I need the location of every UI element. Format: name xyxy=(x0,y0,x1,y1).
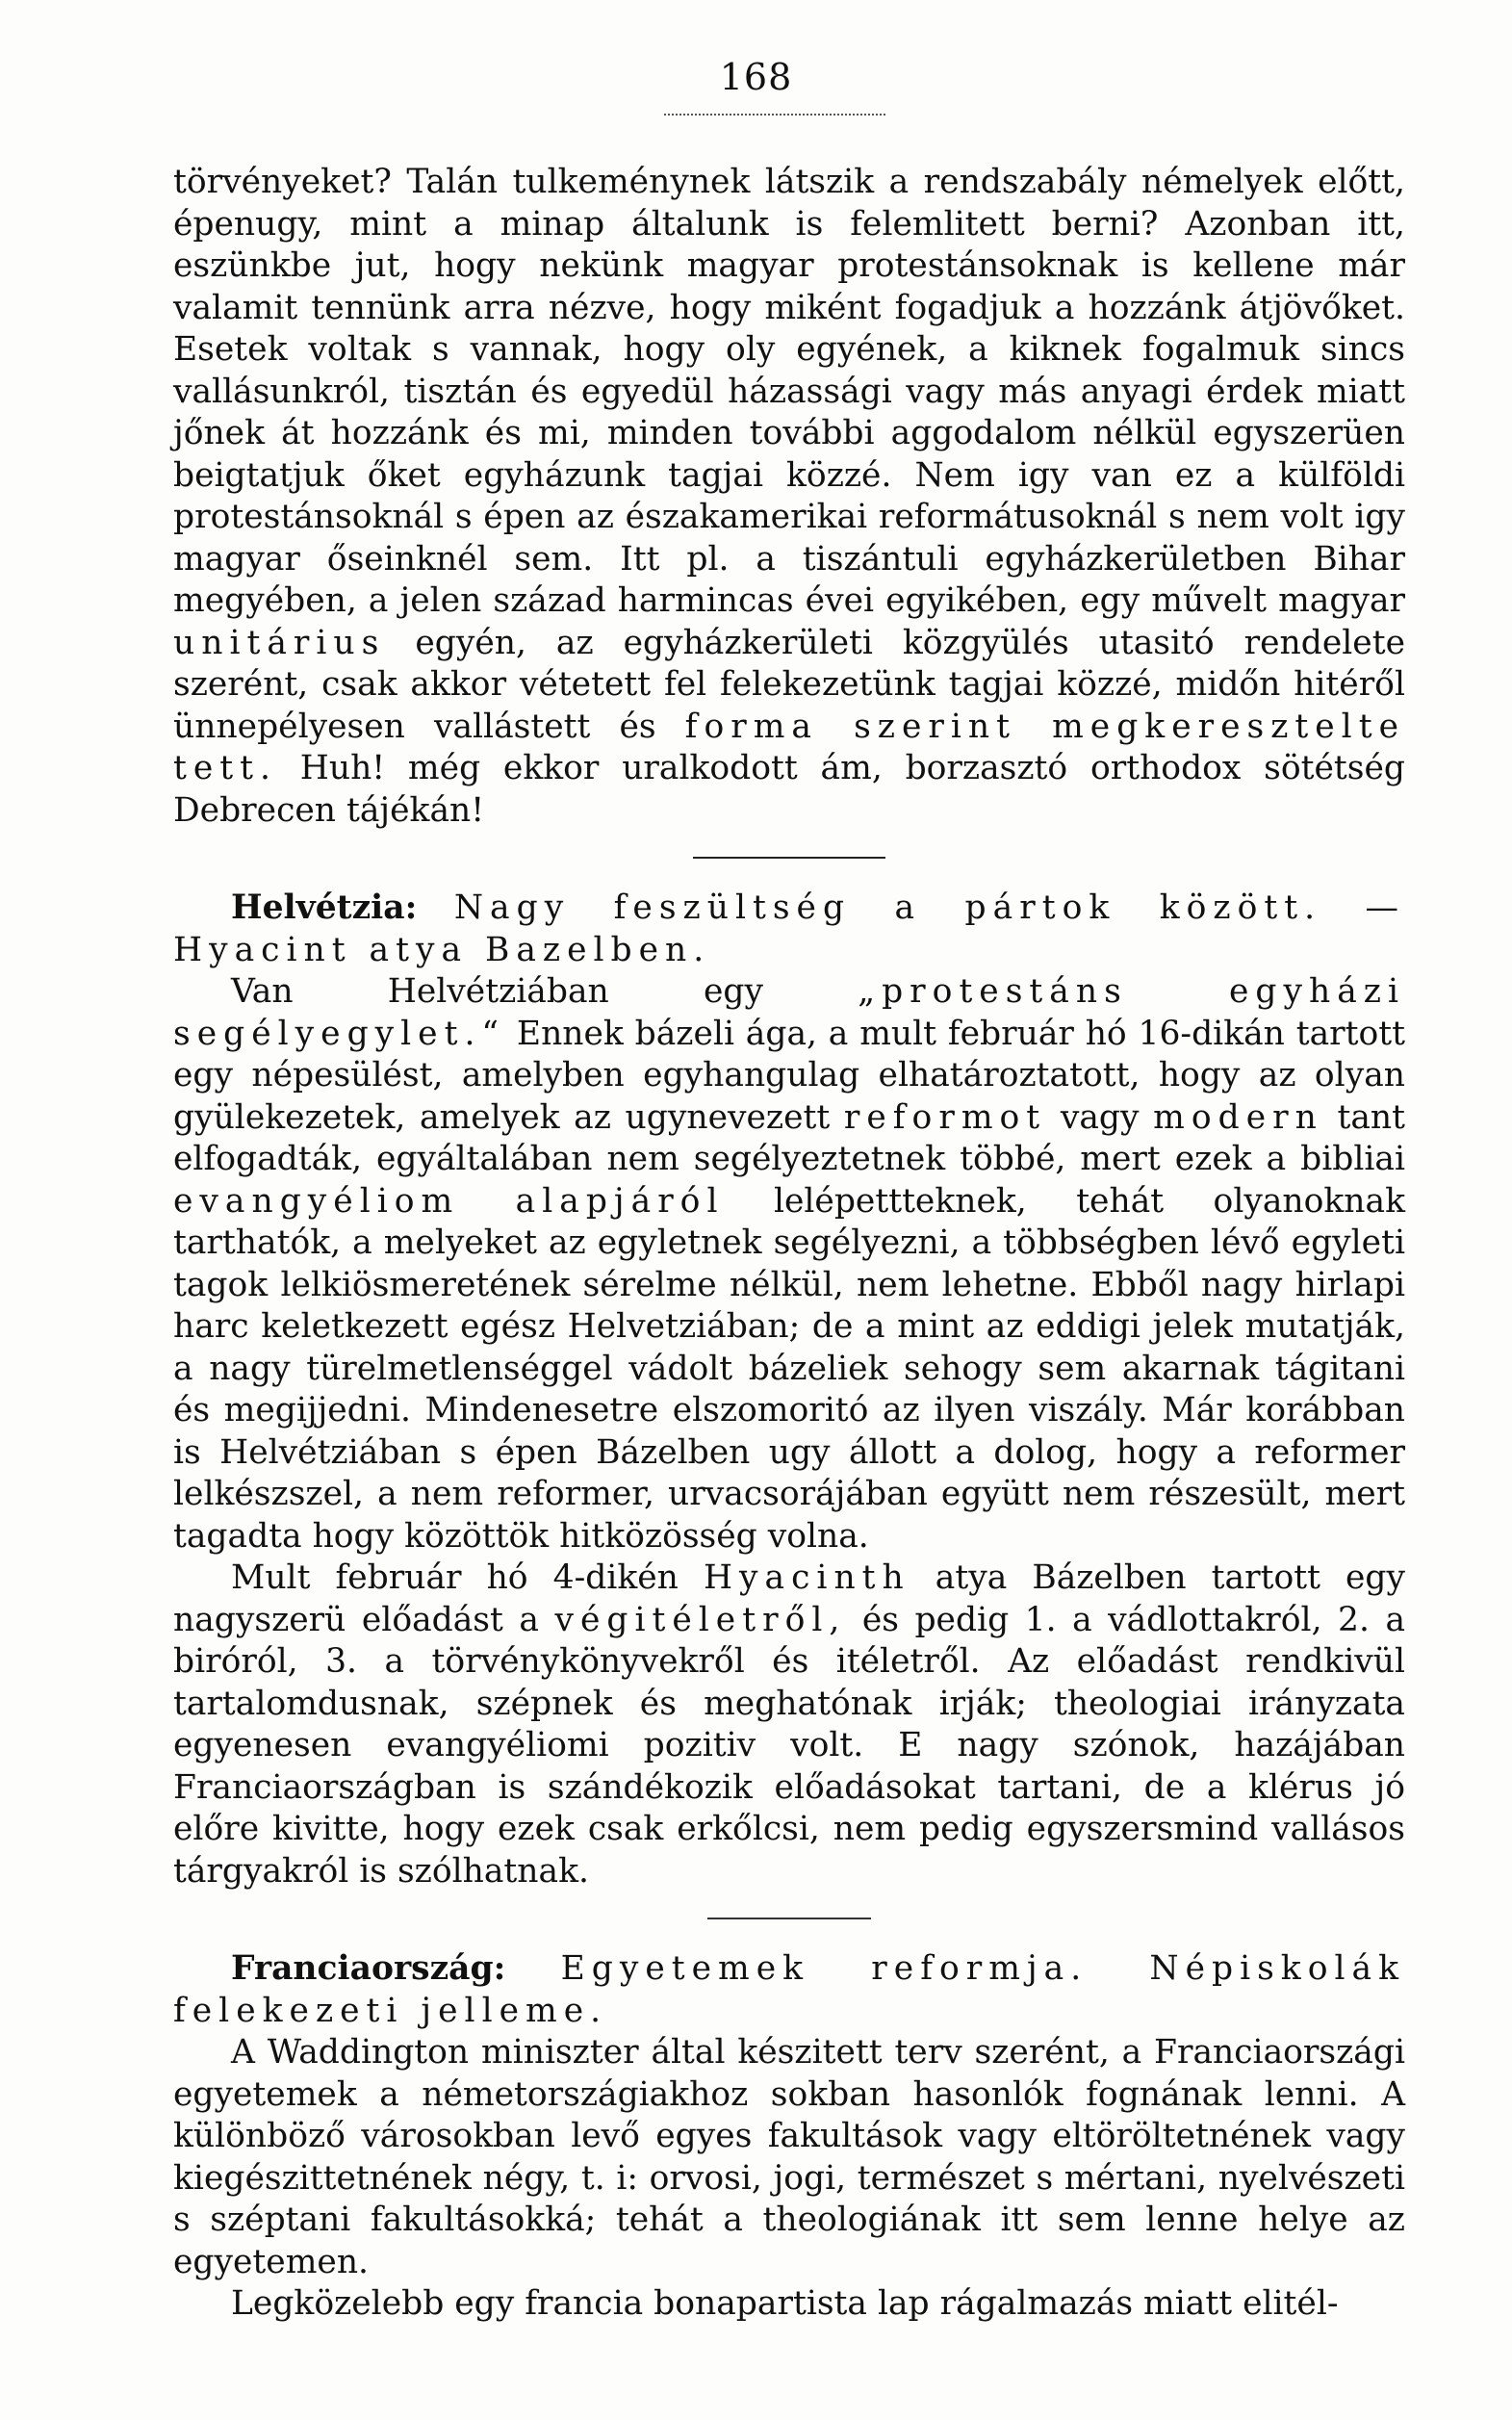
helvetia-p1-d: tant elfogadták, egyáltalában nem segélyeztetnek többé, mert ezek a bibliai xyxy=(173,1097,1406,1178)
helvetia-p1-spaced2: reformot xyxy=(843,1097,1047,1137)
helvetia-heading: Nagy feszültség a pártok között. —Hyacint atya Bazelben. xyxy=(173,888,1406,969)
helvetia-p1-a: Van Helvétziában egy xyxy=(231,972,763,1011)
section-heading-france xyxy=(173,1948,1405,2032)
para1-text: törvényeket? Talán tulkeménynek látszik a rendszabály némelyek előtt, épenugy, mint a minap általunk is felemlitett berni? Azonban itt, eszünkbe jut, hogy nekünk magyar protestánsoknak is kellene már valamit tennünk arra nézve, hogy miként fogadjuk a hozzánk átjövőket. Esetek voltak s vannak, hogy oly egyének, a kiknek fogalmuk sincs vallásunkról, tisztán és egyedül házassági vagy más anyagi érdek miatt jőnek át hozzánk és mi, minden további aggodalom nélkül egyszerüen beigtatjuk őket egyházunk tagjai közzé. Nem igy van ez a külföldi protestánsoknál s épen az északamerikai reformátusoknál s nem volt igy magyar őseinknél sem. Itt pl. a tiszántuli egyházkerületben Bihar megyében, a jelen század harmincas évei egyikében, egy művelt magyar xyxy=(173,163,1405,620)
helvetia-p2-spaced: Hyacinth xyxy=(703,1558,910,1597)
france-heading: Egyetemek reformja. Népiskolák felekezeti jelleme. xyxy=(173,1949,1405,2030)
paragraph-intro xyxy=(173,162,1405,832)
section-heading-helvetia xyxy=(173,888,1405,971)
para1-text-end: Huh! még ekkor uralkodott ám, borzasztó orthodox sötétség Debrecen tájékán! xyxy=(173,749,1405,830)
para1-text-b: egyén, az egyházkerületi közgyülés utasitó rendelete szerént, csak akkor vétetett fel felekezetünk tagjai közzé, midőn hitéről ünnepélyesen vallástett és xyxy=(173,623,1405,746)
page-number: 168 xyxy=(719,56,793,98)
paragraph-france-2: Legközelebb egy francia bonapartista lap rágalmazás miatt elitél- xyxy=(231,2284,1339,2323)
section-divider-2 xyxy=(707,1918,871,1919)
paragraph-helvetia-2 xyxy=(173,1558,1405,1892)
helvetia-p2-c: és pedig 1. a vádlottakról, 2. a biróról, 3. a törvénykönyvekről és itéletről. Az előadást rendkivül tartalomdusnak, szépnek és meghatónak irják; theologiai irányzata egyenesen evangyéliomi pozitiv volt. E nagy szónok, hazájában Franciaországban is szándékozik előadásokat tartani, de a klérus jó előre kivitte, hogy ezek csak erkőlcsi, nem pedig egyszersmind vallásos tárgyakról is szólhatnak. xyxy=(173,1600,1406,1891)
para1-spaced-forma: forma szerint megkeresztelte tett. xyxy=(173,707,1405,787)
section-divider xyxy=(693,857,885,859)
body-text xyxy=(173,162,1405,2326)
france-label: Franciaország: xyxy=(231,1949,506,1988)
helvetia-p1-c: vagy xyxy=(1060,1097,1140,1137)
para1-spaced-unitarius: unitárius xyxy=(173,623,386,662)
helvetia-label: Helvétzia: xyxy=(231,888,418,927)
paragraph-helvetia-1 xyxy=(173,971,1405,1558)
helvetia-p2-spaced2: végitéletről, xyxy=(554,1600,847,1639)
helvetia-p2-a: Mult február hó 4-dikén xyxy=(231,1558,679,1597)
page-number-ornament xyxy=(664,114,885,116)
helvetia-p1-e: lelépettteknek, tehát olyanoknak tarthatók, a melyeket az egyletnek segélyezni, a többségben lévő egyleti tagok lelkiösmeretének sérelme nélkül, nem lehetne. Ebből nagy hirlapi harc keletkezett egész Helvetziában; de a mint az eddigi jelek mutatják, a nagy türelmetlenséggel vádolt bázeliek sehogy sem akarnak tágitani és megijjedni. Mindenesetre elszomoritó az ilyen viszály. Már korábban is Helvétziában s épen Bázelben ugy állott a dolog, hogy a reformer lelkészszel, a nem reformer, urvacsorájában együtt nem részesült, mert tagadta hogy közöttök hitközösség volna. xyxy=(173,1181,1406,1556)
paragraph-france-1: A Waddington miniszter által készitett terv szerént, a Franciaországi egyetemek a németországiakhoz sokban hasonlók fognának lenni. A különböző városokban levő egyes fakultások vagy eltöröltetnének vagy kiegészittetnének négy, t. i: orvosi, jogi, természet s mértani, nyelvészeti s széptani fakultásokká; tehát a theologiának itt sem lenne helye az egyetemen. xyxy=(173,2033,1405,2281)
helvetia-p1-b: Ennek bázeli ága, a mult február hó 16-dikán tartott egy népesülést, amelyben egyhangulag elhatároztatott, hogy az olyan gyülekezetek, amelyek az ugynevezett xyxy=(173,1014,1405,1137)
helvetia-p1-spaced3: modern xyxy=(1153,1097,1323,1137)
helvetia-p1-spaced4: evangyéliom alapjáról xyxy=(173,1181,725,1221)
helvetia-p2-b: atya Bázelben tartott egy nagyszerü előadást a xyxy=(173,1558,1405,1639)
helvetia-p1-spaced: „protestáns egyházi segélyegylet.“ xyxy=(173,972,1406,1053)
